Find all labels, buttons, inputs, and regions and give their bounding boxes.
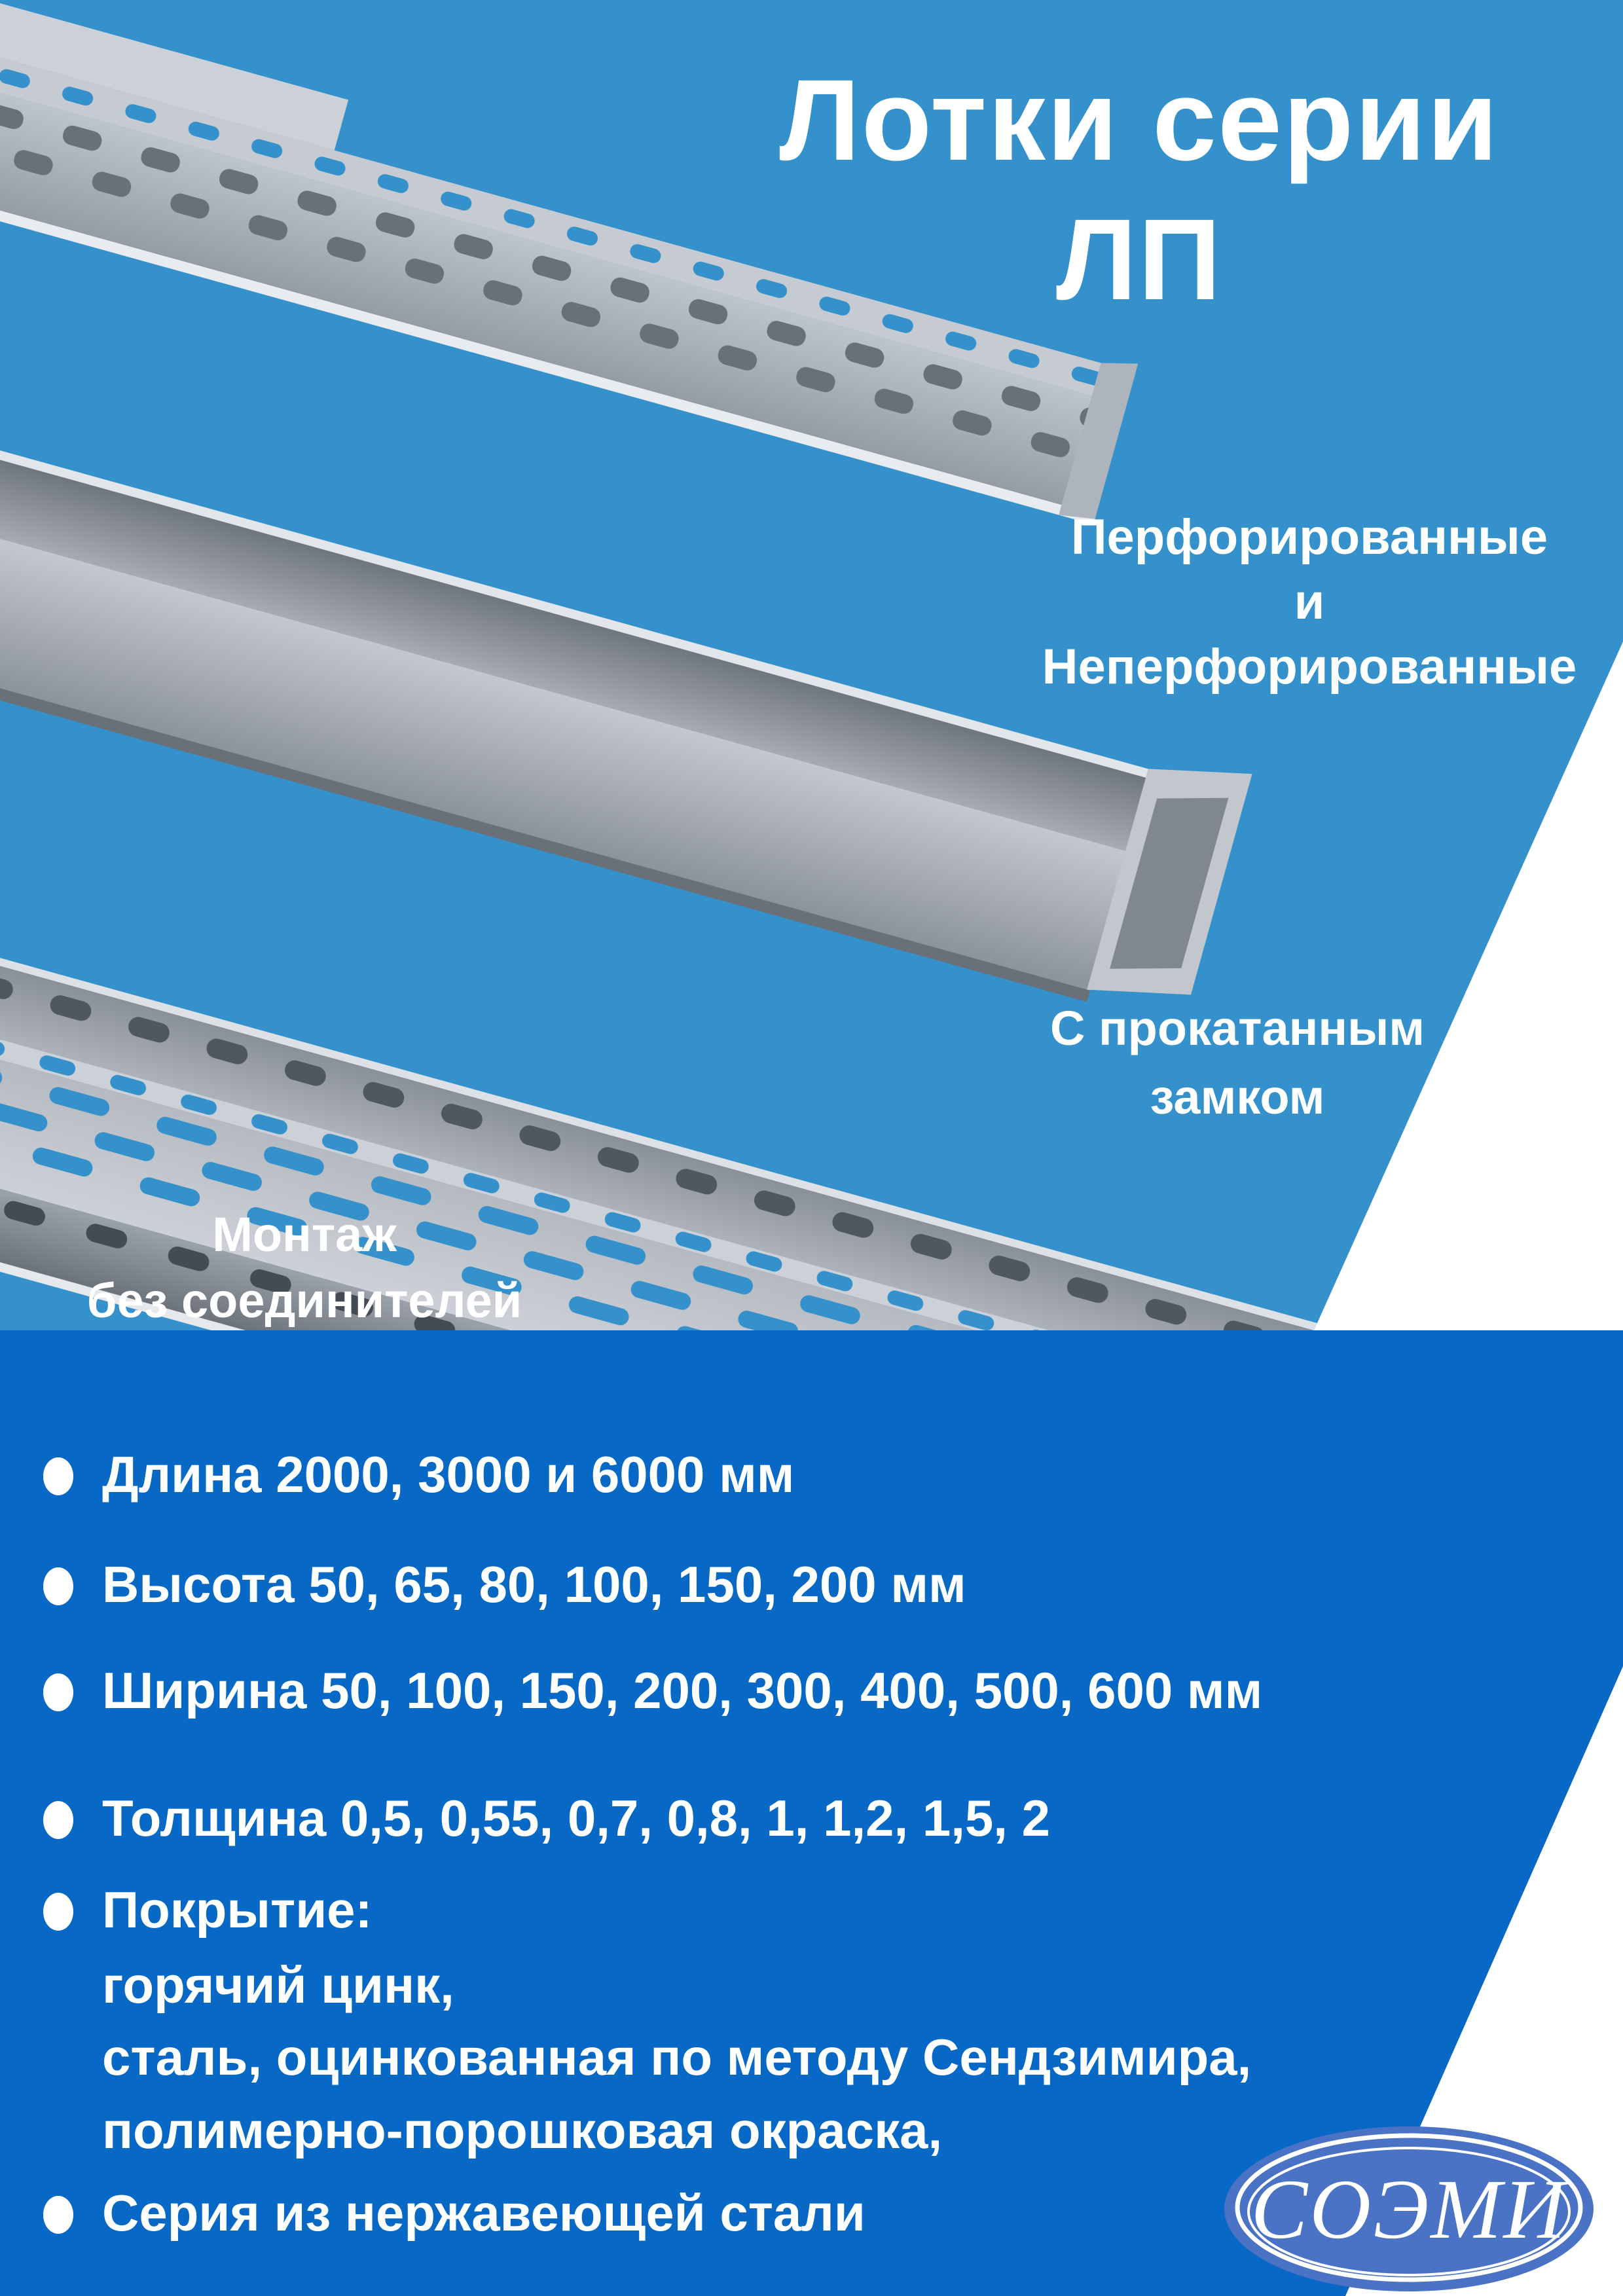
soemi-logo-text: СОЭМИ	[1250, 2162, 1567, 2257]
feature-text: Высота 50, 65, 80, 100, 150, 200 мм	[102, 1556, 966, 1613]
feature-width	[0, 1664, 1617, 1717]
label-perforated-line3: Неперфорированные	[1042, 638, 1577, 695]
label-rolled-lock-line1: С прокатанным	[1049, 1001, 1425, 1055]
feature-text: Толщина 0,5, 0,55, 0,7, 0,8, 1, 1,2, 1,5, 2	[102, 1789, 1051, 1847]
page-title-line1: Лотки серии	[779, 56, 1499, 185]
feature-text: Ширина 50, 100, 150, 200, 300, 400, 500, 600 мм	[102, 1662, 1263, 1719]
page-title	[668, 51, 1611, 330]
label-mounting	[7, 1202, 602, 1334]
bullet-icon	[43, 1673, 73, 1711]
feature-text: полимерно-порошковая окраска,	[102, 2102, 943, 2159]
feature-text: сталь, оцинкованная по методу Сендзимира,	[102, 2028, 1252, 2086]
bullet-icon	[43, 1457, 73, 1495]
label-perforated	[995, 505, 1623, 699]
label-mounting-line2: без соединителей	[86, 1273, 522, 1328]
label-rolled-lock-line2: замком	[1150, 1070, 1325, 1125]
label-mounting-line1: Монтаж	[212, 1207, 397, 1262]
feature-coating-sendzimir	[0, 2028, 1617, 2086]
bullet-icon	[43, 1567, 73, 1605]
bullet-icon	[43, 1893, 73, 1931]
feature-length	[0, 1448, 1617, 1501]
page-title-line2: ЛП	[1056, 195, 1222, 324]
feature-coating	[0, 1881, 1617, 1939]
feature-coating-zinc	[0, 1956, 1617, 2014]
label-rolled-lock	[936, 994, 1539, 1131]
feature-text: горячий цинк,	[102, 1956, 454, 2014]
feature-height	[0, 1558, 1617, 1611]
soemi-logo	[1224, 2126, 1594, 2291]
feature-text: Покрытие:	[102, 1881, 373, 1939]
feature-text: Длина 2000, 3000 и 6000 мм	[102, 1446, 795, 1503]
label-perforated-line1: Перфорированные	[1070, 509, 1548, 565]
bullet-icon	[43, 2196, 73, 2234]
label-perforated-line2: и	[1294, 574, 1325, 630]
bullet-icon	[43, 1801, 73, 1839]
soemi-logo-oval	[1224, 2126, 1594, 2291]
feature-thickness	[0, 1789, 1617, 1847]
feature-text: Серия из нержавеющей стали	[102, 2184, 866, 2242]
